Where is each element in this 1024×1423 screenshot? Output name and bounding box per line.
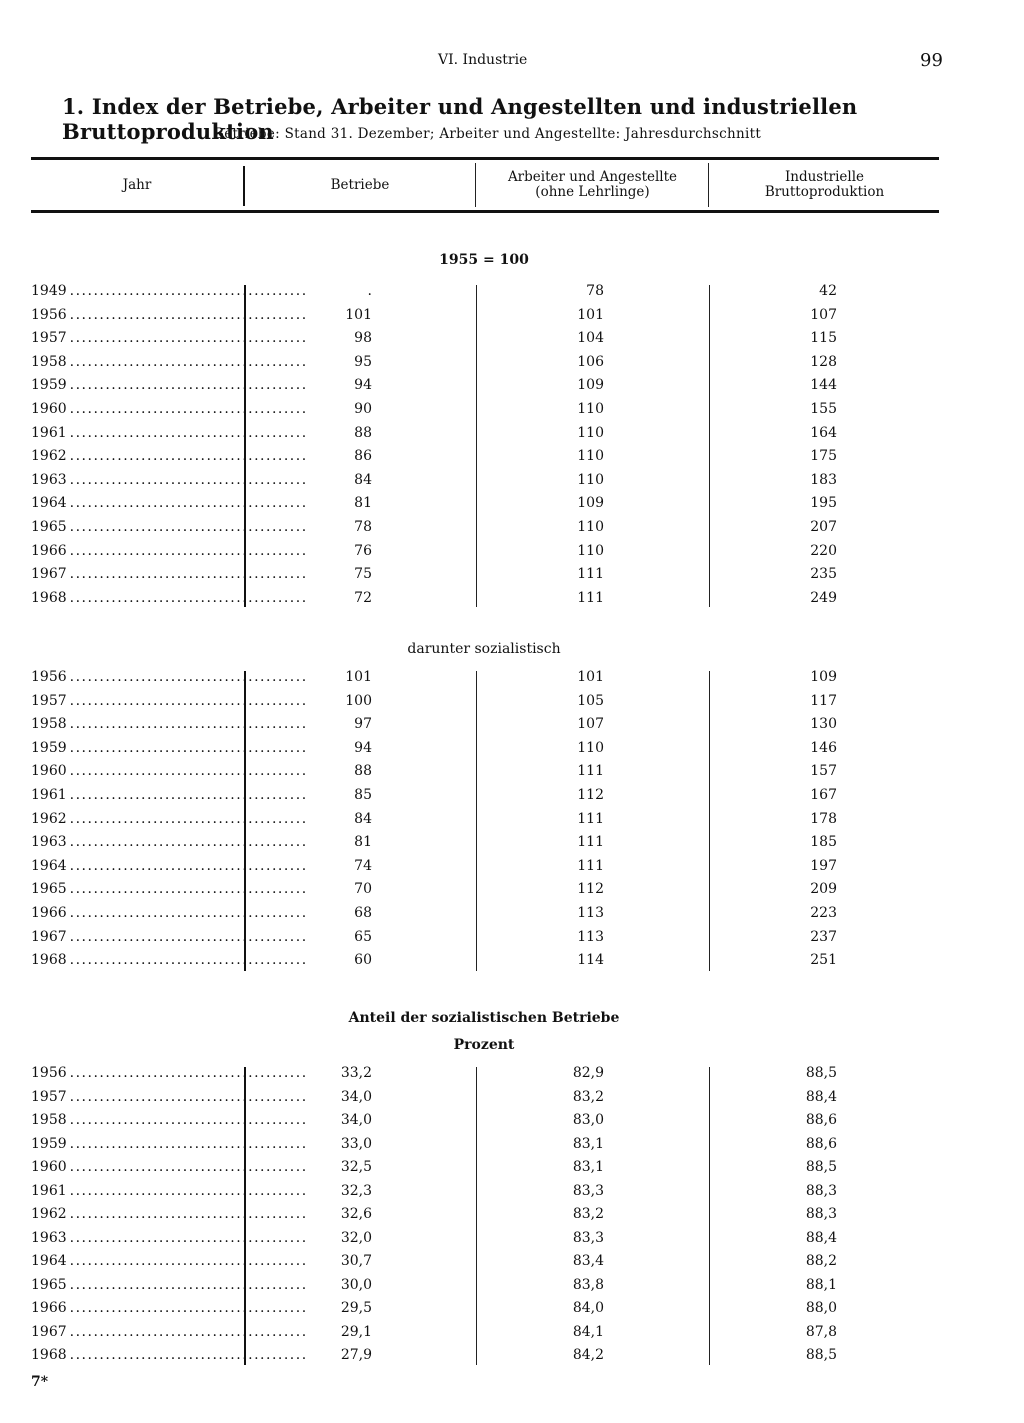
produktion-cell: 88,4: [805, 1088, 837, 1105]
table-row: [0, 1277, 1024, 1299]
produktion-cell: 88,5: [805, 1159, 837, 1175]
leader-dots: ........................................: [69, 401, 308, 417]
table-row: [0, 495, 1024, 517]
betriebe-cell: 74: [354, 857, 372, 874]
section3-subheading: Prozent: [453, 1037, 515, 1053]
table-row: [0, 377, 1024, 399]
betriebe-cell: 30,7: [340, 1253, 372, 1269]
year-label: 1966: [31, 905, 67, 921]
table-row: [0, 1206, 1024, 1228]
produktion-cell: 167: [810, 787, 837, 803]
column-header-arbeiter-line1: Arbeiter und Angestellte: [507, 169, 678, 185]
betriebe-cell: 76: [354, 542, 372, 559]
table-row: [0, 1347, 1024, 1369]
leader-dots: ........................................: [69, 669, 308, 685]
arbeiter-cell: 106: [577, 353, 604, 370]
column-header-jahr: Jahr: [122, 176, 152, 193]
arbeiter-cell: 109: [577, 495, 604, 512]
arbeiter-cell: 83,2: [572, 1206, 604, 1222]
arbeiter-cell: 111: [577, 566, 604, 583]
leader-dots: ........................................: [69, 377, 308, 394]
produktion-cell: 237: [810, 928, 837, 945]
table-row: [0, 811, 1024, 833]
arbeiter-cell: 109: [577, 377, 604, 394]
betriebe-cell: 95: [354, 353, 372, 370]
betriebe-cell: 32,3: [340, 1182, 372, 1199]
leader-dots: ........................................: [69, 283, 308, 299]
betriebe-cell: 81: [354, 495, 372, 512]
produktion-cell: 251: [810, 952, 837, 969]
column-header-arbeiter-line2: (ohne Lehrlinge): [535, 184, 650, 200]
year-label: 1956: [31, 669, 67, 685]
table-row: [0, 1230, 1024, 1252]
table-row: [0, 763, 1024, 785]
leader-dots: ........................................: [69, 810, 308, 827]
year-label: 1961: [31, 1182, 67, 1199]
produktion-cell: 207: [810, 519, 837, 535]
produktion-cell: 249: [810, 589, 837, 606]
produktion-cell: 146: [810, 739, 837, 756]
leader-dots: ........................................: [69, 1088, 308, 1105]
leader-dots: ........................................: [69, 1206, 308, 1222]
produktion-cell: 88,3: [805, 1182, 837, 1199]
arbeiter-cell: 113: [577, 928, 604, 945]
leader-dots: ........................................: [69, 763, 308, 780]
column-header-betriebe: Betriebe: [330, 176, 390, 193]
arbeiter-cell: 101: [577, 306, 604, 323]
arbeiter-cell: 110: [577, 542, 604, 559]
arbeiter-cell: 83,1: [572, 1135, 604, 1152]
leader-dots: ........................................: [69, 589, 308, 606]
betriebe-cell: 33,0: [340, 1135, 372, 1152]
year-label: 1964: [31, 1253, 67, 1269]
betriebe-cell: 70: [354, 881, 372, 898]
year-label: 1957: [31, 1088, 67, 1105]
leader-dots: ........................................: [69, 1065, 308, 1081]
leader-dots: ........................................: [69, 1276, 308, 1293]
leader-dots: ........................................: [69, 834, 308, 851]
table-row: [0, 472, 1024, 494]
betriebe-cell: 68: [354, 905, 372, 921]
produktion-cell: 117: [810, 692, 837, 709]
table-row: [0, 1324, 1024, 1346]
produktion-cell: 107: [810, 306, 837, 323]
betriebe-cell: 101: [345, 669, 372, 685]
produktion-cell: 88,3: [805, 1206, 837, 1222]
arbeiter-cell: 84,2: [572, 1347, 604, 1363]
produktion-cell: 223: [810, 905, 837, 921]
produktion-cell: 88,1: [805, 1276, 837, 1293]
year-label: 1959: [31, 377, 67, 394]
arbeiter-cell: 83,1: [572, 1159, 604, 1175]
column-divider: [709, 1067, 710, 1365]
arbeiter-cell: 83,8: [572, 1276, 604, 1293]
year-label: 1967: [31, 928, 67, 945]
table-row: [0, 740, 1024, 762]
produktion-cell: 235: [810, 566, 837, 583]
year-label: 1967: [31, 1323, 67, 1340]
table-row: [0, 716, 1024, 738]
year-label: 1963: [31, 471, 67, 488]
betriebe-cell: 34,0: [340, 1112, 372, 1128]
year-label: 1967: [31, 566, 67, 583]
year-label: 1962: [31, 810, 67, 827]
table-row: [0, 590, 1024, 612]
betriebe-cell: 60: [354, 952, 372, 969]
betriebe-cell: 84: [354, 810, 372, 827]
arbeiter-cell: 110: [577, 424, 604, 441]
leader-dots: ........................................: [69, 952, 308, 969]
produktion-cell: 87,8: [805, 1323, 837, 1340]
produktion-cell: 209: [810, 881, 837, 898]
leader-dots: ........................................: [69, 716, 308, 733]
leader-dots: ........................................: [69, 928, 308, 945]
table-row: [0, 283, 1024, 305]
arbeiter-cell: 83,0: [572, 1112, 604, 1128]
betriebe-cell: 101: [345, 306, 372, 323]
column-divider: [709, 671, 710, 971]
year-label: 1959: [31, 1135, 67, 1152]
betriebe-cell: 81: [354, 834, 372, 851]
betriebe-cell: 100: [345, 692, 372, 709]
year-label: 1960: [31, 401, 67, 417]
produktion-cell: 88,5: [805, 1065, 837, 1081]
year-label: 1965: [31, 519, 67, 535]
betriebe-cell: 32,0: [340, 1229, 372, 1246]
betriebe-cell: 27,9: [340, 1347, 372, 1363]
leader-dots: ........................................: [69, 1229, 308, 1246]
betriebe-cell: 72: [354, 589, 372, 606]
section-label: VI. Industrie: [438, 52, 528, 68]
produktion-cell: 220: [810, 542, 837, 559]
betriebe-cell: 34,0: [340, 1088, 372, 1105]
arbeiter-cell: 110: [577, 739, 604, 756]
year-label: 1956: [31, 1065, 67, 1081]
arbeiter-cell: 111: [577, 834, 604, 851]
year-label: 1968: [31, 1347, 67, 1363]
leader-dots: ........................................: [69, 1300, 308, 1316]
leader-dots: ........................................: [69, 1323, 308, 1340]
produktion-cell: 88,6: [805, 1112, 837, 1128]
produktion-cell: 130: [810, 716, 837, 733]
year-label: 1964: [31, 857, 67, 874]
table-row: [0, 1183, 1024, 1205]
column-divider: [244, 671, 246, 971]
table-row: [0, 1253, 1024, 1275]
leader-dots: ........................................: [69, 1112, 308, 1128]
table-title: 1. Index der Betriebe, Arbeiter und Angestellten und industriellen Bruttoproduktion: [62, 94, 858, 144]
produktion-cell: 88,4: [805, 1229, 837, 1246]
table-subtitle: Betriebe: Stand 31. Dezember; Arbeiter und Angestellte: Jahresdurchschnitt: [214, 126, 762, 142]
arbeiter-cell: 111: [577, 857, 604, 874]
leader-dots: ........................................: [69, 448, 308, 465]
leader-dots: ........................................: [69, 566, 308, 583]
betriebe-cell: 88: [354, 763, 372, 780]
betriebe-cell: 78: [354, 519, 372, 535]
arbeiter-cell: 110: [577, 448, 604, 465]
leader-dots: ........................................: [69, 1135, 308, 1152]
year-label: 1961: [31, 787, 67, 803]
section3-heading: Anteil der sozialistischen Betriebe: [348, 1010, 620, 1026]
arbeiter-cell: 110: [577, 519, 604, 535]
produktion-cell: 155: [810, 401, 837, 417]
table-row: [0, 787, 1024, 809]
year-label: 1957: [31, 692, 67, 709]
produktion-cell: 175: [810, 448, 837, 465]
column-divider: [476, 285, 477, 607]
produktion-cell: 115: [810, 330, 837, 347]
produktion-cell: 185: [810, 834, 837, 851]
arbeiter-cell: 110: [577, 401, 604, 417]
table-row: [0, 519, 1024, 541]
leader-dots: ........................................: [69, 306, 308, 323]
year-label: 1958: [31, 1112, 67, 1128]
arbeiter-cell: 83,3: [572, 1182, 604, 1199]
leader-dots: ........................................: [69, 692, 308, 709]
column-divider: [709, 285, 710, 607]
running-head: [0, 52, 1024, 72]
arbeiter-cell: 84,0: [572, 1300, 604, 1316]
year-label: 1961: [31, 424, 67, 441]
leader-dots: ........................................: [69, 1159, 308, 1175]
leader-dots: ........................................: [69, 905, 308, 921]
table-row: [0, 905, 1024, 927]
section2-heading: darunter sozialistisch: [407, 641, 561, 657]
table-row: [0, 952, 1024, 974]
year-label: 1949: [31, 283, 67, 299]
betriebe-cell: 30,0: [340, 1276, 372, 1293]
arbeiter-cell: 78: [586, 283, 604, 299]
table-row: [0, 354, 1024, 376]
table-row: [0, 881, 1024, 903]
leader-dots: ........................................: [69, 542, 308, 559]
section1-heading: 1955 = 100: [439, 252, 529, 268]
produktion-cell: 144: [810, 377, 837, 394]
table-row: [0, 669, 1024, 691]
arbeiter-cell: 84,1: [572, 1323, 604, 1340]
year-label: 1965: [31, 1276, 67, 1293]
betriebe-cell: 94: [354, 377, 372, 394]
year-label: 1958: [31, 716, 67, 733]
arbeiter-cell: 83,2: [572, 1088, 604, 1105]
betriebe-cell: 29,1: [340, 1323, 372, 1340]
year-label: 1966: [31, 1300, 67, 1316]
produktion-cell: 197: [810, 857, 837, 874]
arbeiter-cell: 101: [577, 669, 604, 685]
leader-dots: ........................................: [69, 857, 308, 874]
leader-dots: ........................................: [69, 787, 308, 803]
produktion-cell: 195: [810, 495, 837, 512]
betriebe-cell: 75: [354, 566, 372, 583]
table-row: [0, 1065, 1024, 1087]
year-label: 1960: [31, 1159, 67, 1175]
leader-dots: ........................................: [69, 739, 308, 756]
betriebe-cell: 88: [354, 424, 372, 441]
produktion-cell: 164: [810, 424, 837, 441]
year-label: 1962: [31, 1206, 67, 1222]
leader-dots: ........................................: [69, 353, 308, 370]
year-label: 1965: [31, 881, 67, 898]
table-row: [0, 425, 1024, 447]
betriebe-cell: 98: [354, 330, 372, 347]
arbeiter-cell: 113: [577, 905, 604, 921]
header-divider: [708, 163, 709, 207]
arbeiter-cell: 107: [577, 716, 604, 733]
column-header-arbeiter: [477, 160, 708, 210]
betriebe-cell: 86: [354, 448, 372, 465]
year-label: 1957: [31, 330, 67, 347]
leader-dots: ........................................: [69, 519, 308, 535]
table-header: [31, 157, 939, 213]
year-label: 1959: [31, 739, 67, 756]
table-row: [0, 834, 1024, 856]
table-row: [0, 1300, 1024, 1322]
table-row: [0, 1159, 1024, 1181]
table-row: [0, 858, 1024, 880]
table-row: [0, 1089, 1024, 1111]
arbeiter-cell: 82,9: [572, 1065, 604, 1081]
produktion-cell: 88,2: [805, 1253, 837, 1269]
signature-mark: 7*: [31, 1374, 49, 1390]
leader-dots: ........................................: [69, 1347, 308, 1363]
betriebe-cell: 97: [354, 716, 372, 733]
column-divider: [476, 1067, 477, 1365]
betriebe-cell: 32,5: [340, 1159, 372, 1175]
betriebe-cell: 85: [354, 787, 372, 803]
betriebe-cell: 94: [354, 739, 372, 756]
produktion-cell: 88,5: [805, 1347, 837, 1363]
betriebe-cell: 65: [354, 928, 372, 945]
year-label: 1960: [31, 763, 67, 780]
leader-dots: ........................................: [69, 881, 308, 898]
produktion-cell: 42: [819, 283, 837, 299]
arbeiter-cell: 111: [577, 589, 604, 606]
leader-dots: ........................................: [69, 471, 308, 488]
page-number: 99: [920, 50, 943, 71]
arbeiter-cell: 111: [577, 763, 604, 780]
year-label: 1966: [31, 542, 67, 559]
table-row: [0, 1112, 1024, 1134]
year-label: 1958: [31, 353, 67, 370]
betriebe-cell: 84: [354, 471, 372, 488]
table-row: [0, 330, 1024, 352]
header-divider: [475, 163, 476, 207]
leader-dots: ........................................: [69, 424, 308, 441]
leader-dots: ........................................: [69, 330, 308, 347]
table-row: [0, 448, 1024, 470]
produktion-cell: 178: [810, 810, 837, 827]
column-header-produktion-line2: Bruttoproduktion: [764, 184, 885, 200]
leader-dots: ........................................: [69, 495, 308, 512]
arbeiter-cell: 104: [577, 330, 604, 347]
table-row: [0, 307, 1024, 329]
column-header-produktion-line1: Industrielle: [784, 169, 865, 185]
year-label: 1962: [31, 448, 67, 465]
arbeiter-cell: 105: [577, 692, 604, 709]
betriebe-cell: 32,6: [340, 1206, 372, 1222]
produktion-cell: 183: [810, 471, 837, 488]
produktion-cell: 88,0: [805, 1300, 837, 1316]
arbeiter-cell: 83,3: [572, 1229, 604, 1246]
arbeiter-cell: 114: [577, 952, 604, 969]
produktion-cell: 157: [810, 763, 837, 780]
table-row: [0, 693, 1024, 715]
leader-dots: ........................................: [69, 1182, 308, 1199]
produktion-cell: 109: [810, 669, 837, 685]
column-divider: [244, 1067, 246, 1365]
table-row: [0, 401, 1024, 423]
table-row: [0, 929, 1024, 951]
leader-dots: ........................................: [69, 1253, 308, 1269]
table-row: [0, 1136, 1024, 1158]
year-label: 1964: [31, 495, 67, 512]
table-row: [0, 543, 1024, 565]
betriebe-cell: 90: [354, 401, 372, 417]
arbeiter-cell: 112: [577, 787, 604, 803]
produktion-cell: 88,6: [805, 1135, 837, 1152]
year-label: 1963: [31, 834, 67, 851]
column-divider: [476, 671, 477, 971]
year-label: 1968: [31, 589, 67, 606]
arbeiter-cell: 111: [577, 810, 604, 827]
year-label: 1963: [31, 1229, 67, 1246]
table-row: [0, 566, 1024, 588]
column-divider: [244, 285, 246, 607]
betriebe-cell: 33,2: [340, 1065, 372, 1081]
year-label: 1968: [31, 952, 67, 969]
arbeiter-cell: 112: [577, 881, 604, 898]
betriebe-cell: .: [367, 283, 372, 299]
year-label: 1956: [31, 306, 67, 323]
column-header-produktion: [710, 160, 939, 210]
betriebe-cell: 29,5: [340, 1300, 372, 1316]
arbeiter-cell: 110: [577, 471, 604, 488]
arbeiter-cell: 83,4: [572, 1253, 604, 1269]
produktion-cell: 128: [810, 353, 837, 370]
